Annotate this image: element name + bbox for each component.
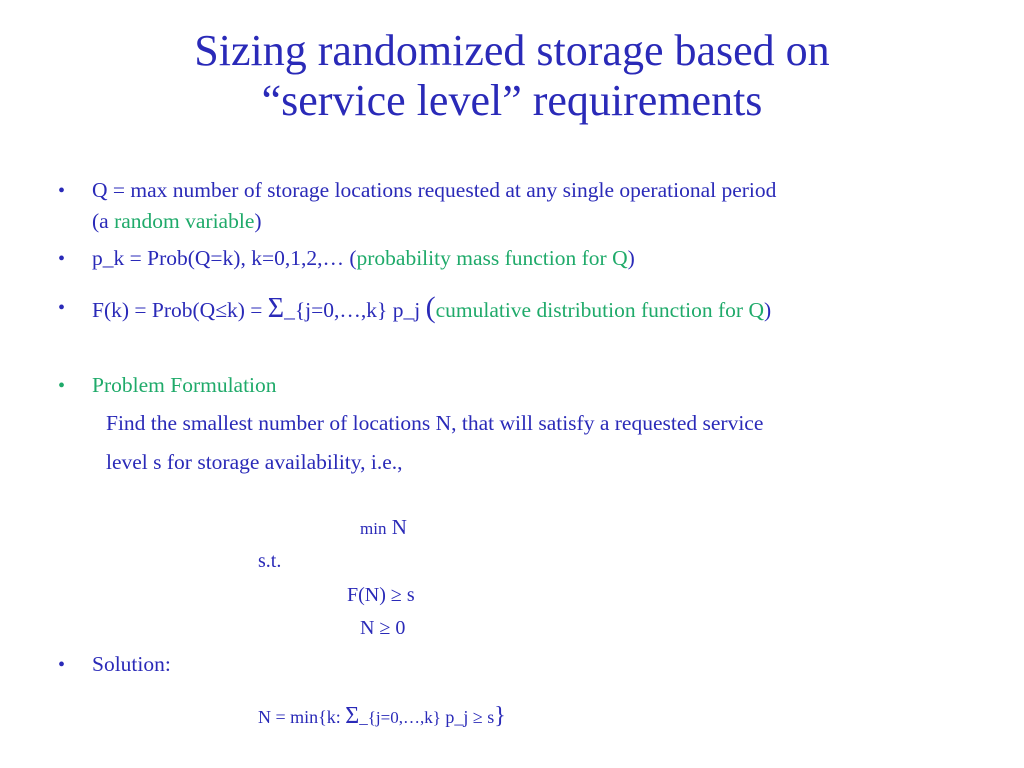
bullet-1-marker: • [58,180,66,202]
bullet-3-pre: F(k) = Prob(Q≤k) = [92,298,268,322]
formulation-constraint-2: N ≥ 0 [360,617,406,639]
bullet-3-term: cumulative distribution function for Q [435,298,764,322]
formulation-min [360,515,407,540]
min-var: N [386,515,407,539]
solution-sigma: Σ [345,703,360,729]
bullet-3-post: ) [764,298,772,322]
bullet-2-term: probability mass function for Q [356,246,628,270]
bullet-5-marker: • [58,654,66,676]
slide-title [0,26,1024,126]
bullet-3-mid: p_j [387,298,426,322]
bullet-4-line-2: level s for storage availability, i.e., [106,450,403,474]
solution-formula [258,701,506,733]
bullet-1-term: random variable [114,209,255,233]
bullet-2-marker: • [58,248,66,270]
min-word: min [360,519,387,538]
solution-mid: p_j ≥ s [440,707,495,727]
bullet-2-pre: p_k = Prob(Q=k), k=0,1,2,… ( [92,246,357,270]
solution-close: } [494,703,506,729]
bullet-4-heading: Problem Formulation [92,373,277,397]
title-line-1: Sizing randomized storage based on [194,26,830,75]
bullet-3-marker: • [58,297,66,319]
bullet-1-line-2 [92,209,262,234]
formulation-st: s.t. [258,550,282,572]
bullet-3-text [92,288,771,330]
bullet-4-marker: • [58,375,66,397]
bullet-1-line-1: Q = max number of storage locations requested at any single operational period [92,178,777,202]
bullet-3-sub: _{j=0,…,k} [284,298,388,322]
bullet-5-heading: Solution: [92,652,171,676]
bullet-3-open: ( [425,291,436,324]
bullet-2-text [92,246,635,271]
bullet-1-close: ) [254,209,262,233]
bullet-4-line-1: Find the smallest number of locations N, that will satisfy a requested service [106,411,764,435]
bullet-3-sigma: Σ [267,293,285,324]
solution-sub: _{j=0,…,k} [359,708,441,727]
bullet-1-open: (a [92,209,115,233]
title-line-2: “service level” requirements [261,76,763,125]
bullet-2-post: ) [627,246,635,270]
formulation-constraint-1: F(N) ≥ s [347,584,415,606]
solution-pre: N = min{k: [258,707,346,727]
